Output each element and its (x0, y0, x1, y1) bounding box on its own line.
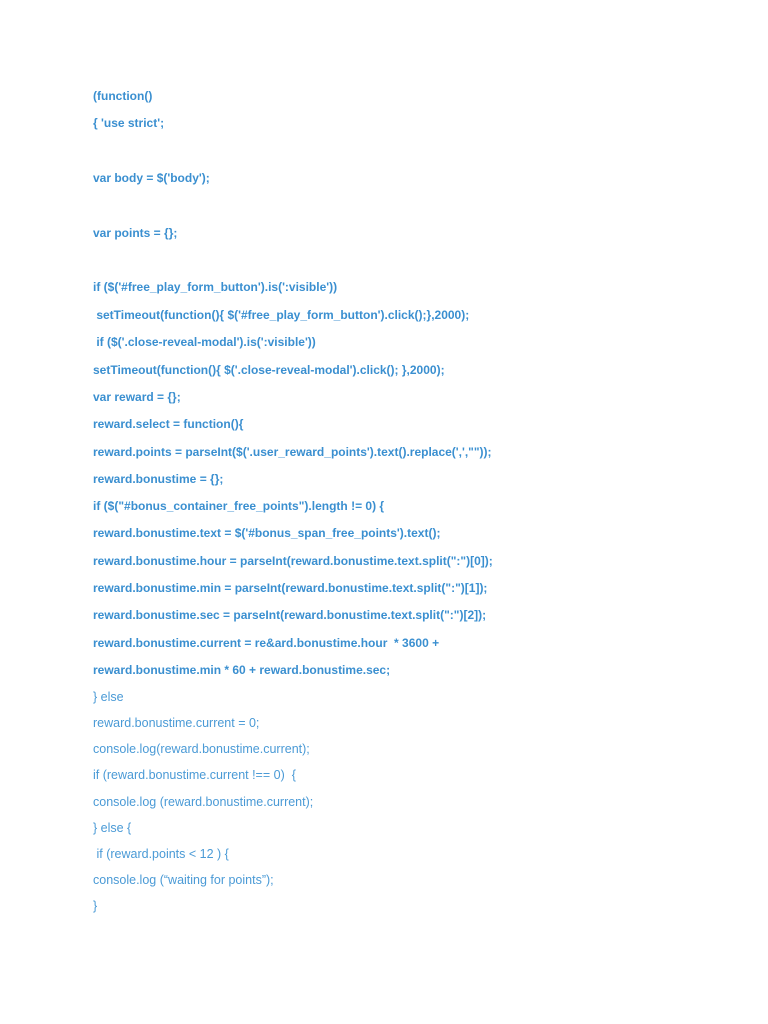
code-line: } else { (93, 821, 132, 835)
code-line: if ($('.close-reveal-modal').is(':visible')) (93, 335, 316, 349)
code-line: reward.bonustime.min = parseInt(reward.bonustime.text.split(":")[1]); (93, 581, 488, 595)
code-line: var body = $('body'); (93, 171, 210, 185)
code-line: (function() (93, 89, 153, 103)
code-line: var reward = {}; (93, 390, 181, 404)
code-line: reward.bonustime.current = 0; (93, 716, 260, 730)
code-line: reward.bonustime = {}; (93, 472, 224, 486)
code-line: { 'use strict'; (93, 116, 165, 130)
code-line: if ($("#bonus_container_free_points").length != 0) { (93, 499, 385, 513)
code-line: reward.bonustime.current = re&ard.bonustime.hour * 3600 + (93, 636, 440, 650)
code-line: } else (93, 690, 124, 704)
code-line: setTimeout(function(){ $('#free_play_form_button').click();},2000); (93, 308, 470, 322)
code-line: setTimeout(function(){ $('.close-reveal-modal').click(); },2000); (93, 363, 445, 377)
code-line: reward.bonustime.text = $('#bonus_span_free_points').text(); (93, 526, 441, 540)
code-line: reward.bonustime.hour = parseInt(reward.bonustime.text.split(":")[0]); (93, 554, 493, 568)
code-line: console.log (“waiting for points”); (93, 873, 274, 887)
code-line: console.log(reward.bonustime.current); (93, 742, 310, 756)
code-line: var points = {}; (93, 226, 178, 240)
code-line: reward.bonustime.min * 60 + reward.bonustime.sec; (93, 663, 391, 677)
code-line: if (reward.bonustime.current !== 0) { (93, 768, 296, 782)
code-line: } (93, 899, 98, 913)
code-line: console.log (reward.bonustime.current); (93, 795, 314, 809)
code-line: if ($('#free_play_form_button').is(':visible')) (93, 280, 338, 294)
code-line: reward.points = parseInt($('.user_reward_points').text().replace(',',"")); (93, 445, 492, 459)
code-line: reward.bonustime.sec = parseInt(reward.bonustime.text.split(":")[2]); (93, 608, 487, 622)
code-line: if (reward.points < 12 ) { (93, 847, 229, 861)
code-line: reward.select = function(){ (93, 417, 244, 431)
